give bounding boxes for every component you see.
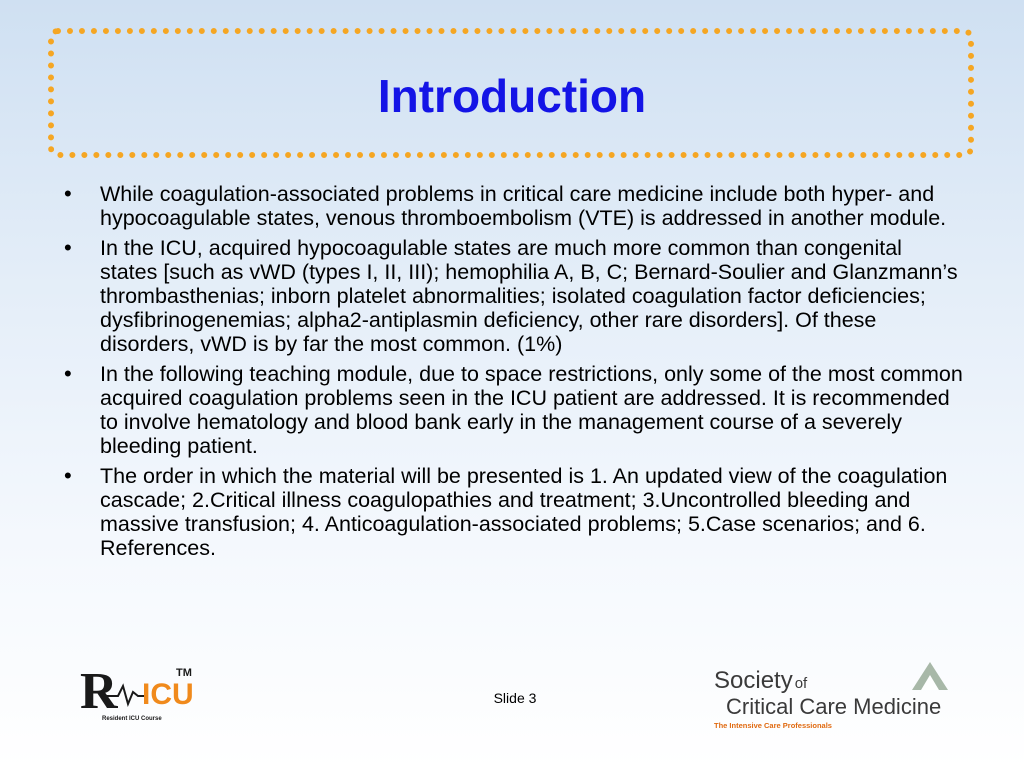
bullet-icon: • bbox=[64, 181, 72, 206]
sccm-logo-ccm: Critical Care Medicine bbox=[726, 694, 942, 719]
bullet-text: The order in which the material will be presented is 1. An updated view of the coagulation cascade; 2.Critical illness coagulopathies and treatment; 3.Uncontrolled bleeding and massive transfusion; 4. Anticoagulation-associated problems; 5.Case scenarios; and 6. References. bbox=[100, 464, 948, 560]
ricu-logo-subtitle: Resident ICU Course bbox=[102, 716, 162, 722]
bullet-item bbox=[60, 236, 965, 356]
slide-title: Introduction bbox=[377, 70, 647, 122]
sccm-logo-icon bbox=[712, 662, 962, 730]
bullet-item bbox=[60, 464, 965, 560]
bullet-list bbox=[60, 182, 965, 566]
ricu-logo-r: R bbox=[80, 663, 118, 720]
bullet-icon: • bbox=[64, 361, 72, 386]
bullet-text: While coagulation-associated problems in critical care medicine include both hyper- and hypocoagulable states, venous thromboembolism (VTE) is addressed in another module. bbox=[100, 182, 947, 230]
sccm-logo-tagline: The Intensive Care Professionals bbox=[714, 721, 832, 730]
sccm-logo-society: Society bbox=[714, 667, 793, 694]
bullet-item bbox=[60, 362, 965, 458]
ricu-logo-icu: ICU bbox=[142, 678, 194, 711]
bullet-icon: • bbox=[64, 235, 72, 260]
ricu-logo-icon bbox=[80, 660, 198, 722]
svg-text:Societyof bbox=[714, 667, 808, 694]
sccm-logo-of: of bbox=[794, 675, 808, 692]
bullet-text: In the ICU, acquired hypocoagulable states are much more common than congenital states [such as vWD (types I, II, III); hemophilia A, B, C; Bernard-Soulier and Glanzmann’s thrombasthenias; inborn platelet abnormalities; isolated coagulation factor deficiencies; dysfibrinogenemias; alpha2-antiplasmin deficiency, other rare disorders]. Of these disorders, vWD is by far the most common. (1%) bbox=[100, 236, 958, 356]
bullet-item bbox=[60, 182, 965, 230]
bullet-icon: • bbox=[64, 463, 72, 488]
bullet-text: In the following teaching module, due to space restrictions, only some of the most common acquired coagulation problems seen in the ICU patient are addressed. It is recommended to involve hematology and blood bank early in the management course of a severely bleeding patient. bbox=[100, 362, 963, 458]
ricu-logo-trademark: TM bbox=[176, 667, 192, 679]
slide-number: Slide 3 bbox=[493, 690, 537, 706]
